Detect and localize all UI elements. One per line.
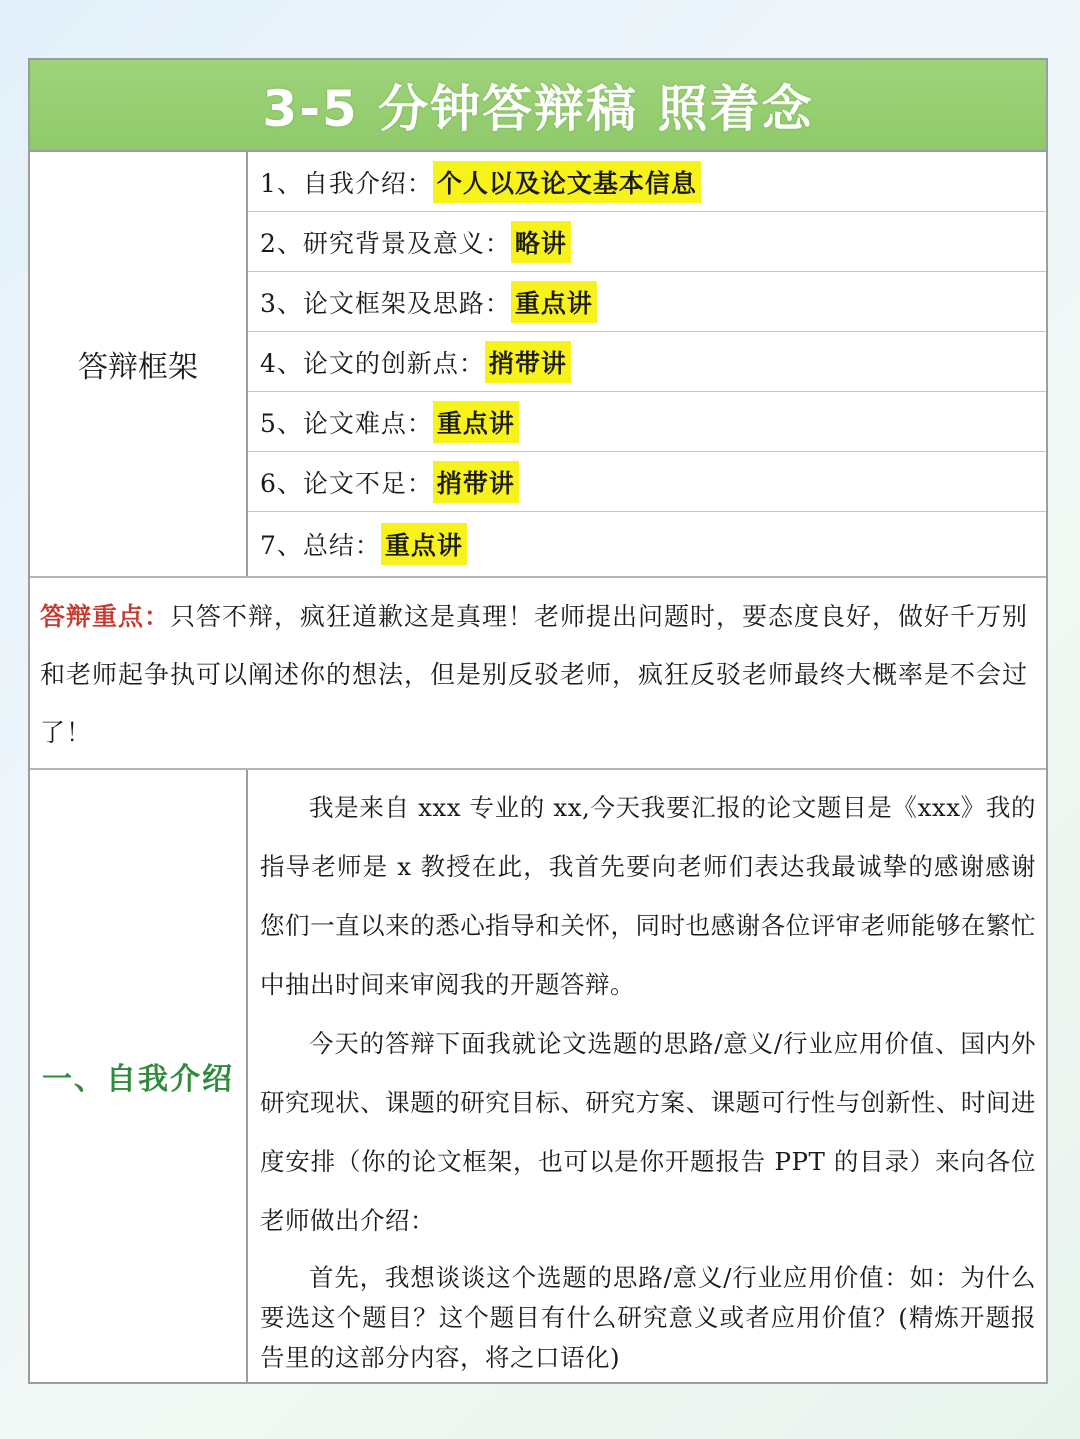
framework-item (248, 272, 1046, 332)
framework-item-text: 5、论文难点： (260, 408, 433, 438)
framework-item-highlight: 个人以及论文基本信息 (433, 161, 701, 203)
page-title: 3-5 分钟答辩稿 照着念 (30, 60, 1046, 152)
framework-item (248, 512, 1046, 576)
framework-item-highlight: 捎带讲 (485, 341, 571, 383)
framework-items (248, 152, 1046, 576)
intro-section (30, 770, 1046, 1382)
framework-item-highlight: 重点讲 (381, 523, 467, 565)
framework-label: 答辩框架 (30, 152, 248, 576)
framework-item-highlight: 重点讲 (433, 401, 519, 443)
framework-item-text: 2、研究背景及意义： (260, 228, 511, 258)
framework-item-highlight: 略讲 (511, 221, 571, 263)
framework-item-text: 3、论文框架及思路： (260, 288, 511, 318)
intro-body (248, 770, 1046, 1382)
framework-item-highlight: 捎带讲 (433, 461, 519, 503)
framework-item (248, 452, 1046, 512)
framework-item-highlight: 重点讲 (511, 281, 597, 323)
key-points-section (30, 578, 1046, 770)
intro-label: 一、自我介绍 (30, 770, 248, 1382)
framework-item (248, 332, 1046, 392)
key-points-label: 答辩重点： (40, 602, 171, 631)
defense-script-card (28, 58, 1048, 1384)
intro-paragraph: 我是来自 xxx 专业的 xx,今天我要汇报的论文题目是《xxx》我的指导老师是 x 教授在此，我首先要向老师们表达我最诚挚的感谢感谢您们一直以来的悉心指导和关怀，同时也感谢各位评审老师能够在繁忙中抽出时间来审阅我的开题答辩。 (260, 793, 1036, 999)
framework-item (248, 212, 1046, 272)
framework-item-text: 7、总结： (260, 531, 381, 560)
framework-item (248, 392, 1046, 452)
framework-section (30, 152, 1046, 578)
framework-item-text: 1、自我介绍： (260, 168, 433, 198)
framework-item-text: 6、论文不足： (260, 468, 433, 498)
intro-paragraph: 今天的答辩下面我就论文选题的思路/意义/行业应用价值、国内外研究现状、课题的研究目标、研究方案、课题可行性与创新性、时间进度安排（你的论文框架，也可以是你开题报告 PPT 的目录）来向各位老师做出介绍： (260, 1029, 1036, 1235)
intro-paragraph: 首先，我想谈谈这个选题的思路/意义/行业应用价值：如：为什么要选这个题目？这个题目有什么研究意义或者应用价值？(精炼开题报告里的这部分内容，将之口语化) (260, 1263, 1036, 1372)
framework-item-text: 4、论文的创新点： (260, 348, 485, 378)
framework-item (248, 152, 1046, 212)
key-points-text: 只答不辩，疯狂道歉这是真理！老师提出问题时，要态度良好，做好千万别和老师起争执可以阐述你的想法，但是别反驳老师，疯狂反驳老师最终大概率是不会过了！ (40, 602, 1029, 747)
